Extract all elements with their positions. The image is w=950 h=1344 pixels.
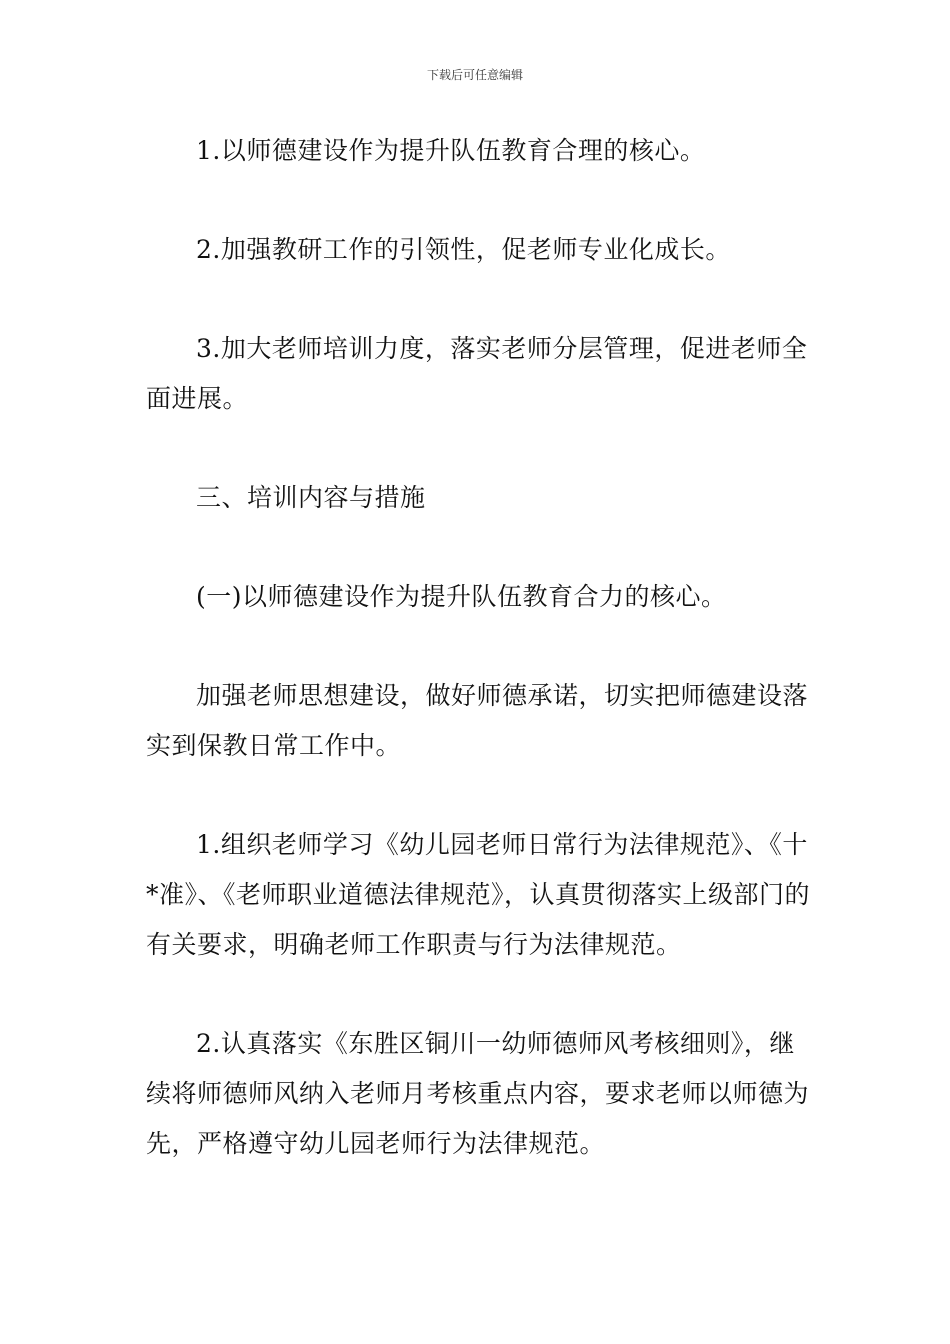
document-body bbox=[146, 126, 810, 1218]
page-header-note: 下载后可任意编辑 bbox=[426, 68, 523, 82]
subsection-heading: (一)以师德建设作为提升队伍教育合力的核心。 bbox=[196, 582, 727, 611]
paragraph-measure-1: 1.组织老师学习《幼儿园老师日常行为法律规范》、《十*准》、《老师职业道德法律规范》，认真贯彻落实上级部门的有关要求，明确老师工作职责与行为法律规范。 bbox=[146, 830, 811, 959]
paragraph-goal-3: 3.加大老师培训力度，落实老师分层管理，促进老师全面进展。 bbox=[146, 334, 808, 413]
paragraph-goal-1: 1.以师德建设作为提升队伍教育合理的核心。 bbox=[196, 136, 706, 165]
paragraph-goal-2: 2.加强教研工作的引领性，促老师专业化成长。 bbox=[196, 235, 731, 264]
paragraph-intro: 加强老师思想建设，做好师德承诺，切实把师德建设落实到保教日常工作中。 bbox=[146, 681, 809, 760]
paragraph-measure-2: 2.认真落实《东胜区铜川一幼师德师风考核细则》，继续将师德师风纳入老师月考核重点内容，要求老师以师德为先，严格遵守幼儿园老师行为法律规范。 bbox=[146, 1029, 810, 1158]
section-heading: 三、培训内容与措施 bbox=[196, 483, 426, 512]
